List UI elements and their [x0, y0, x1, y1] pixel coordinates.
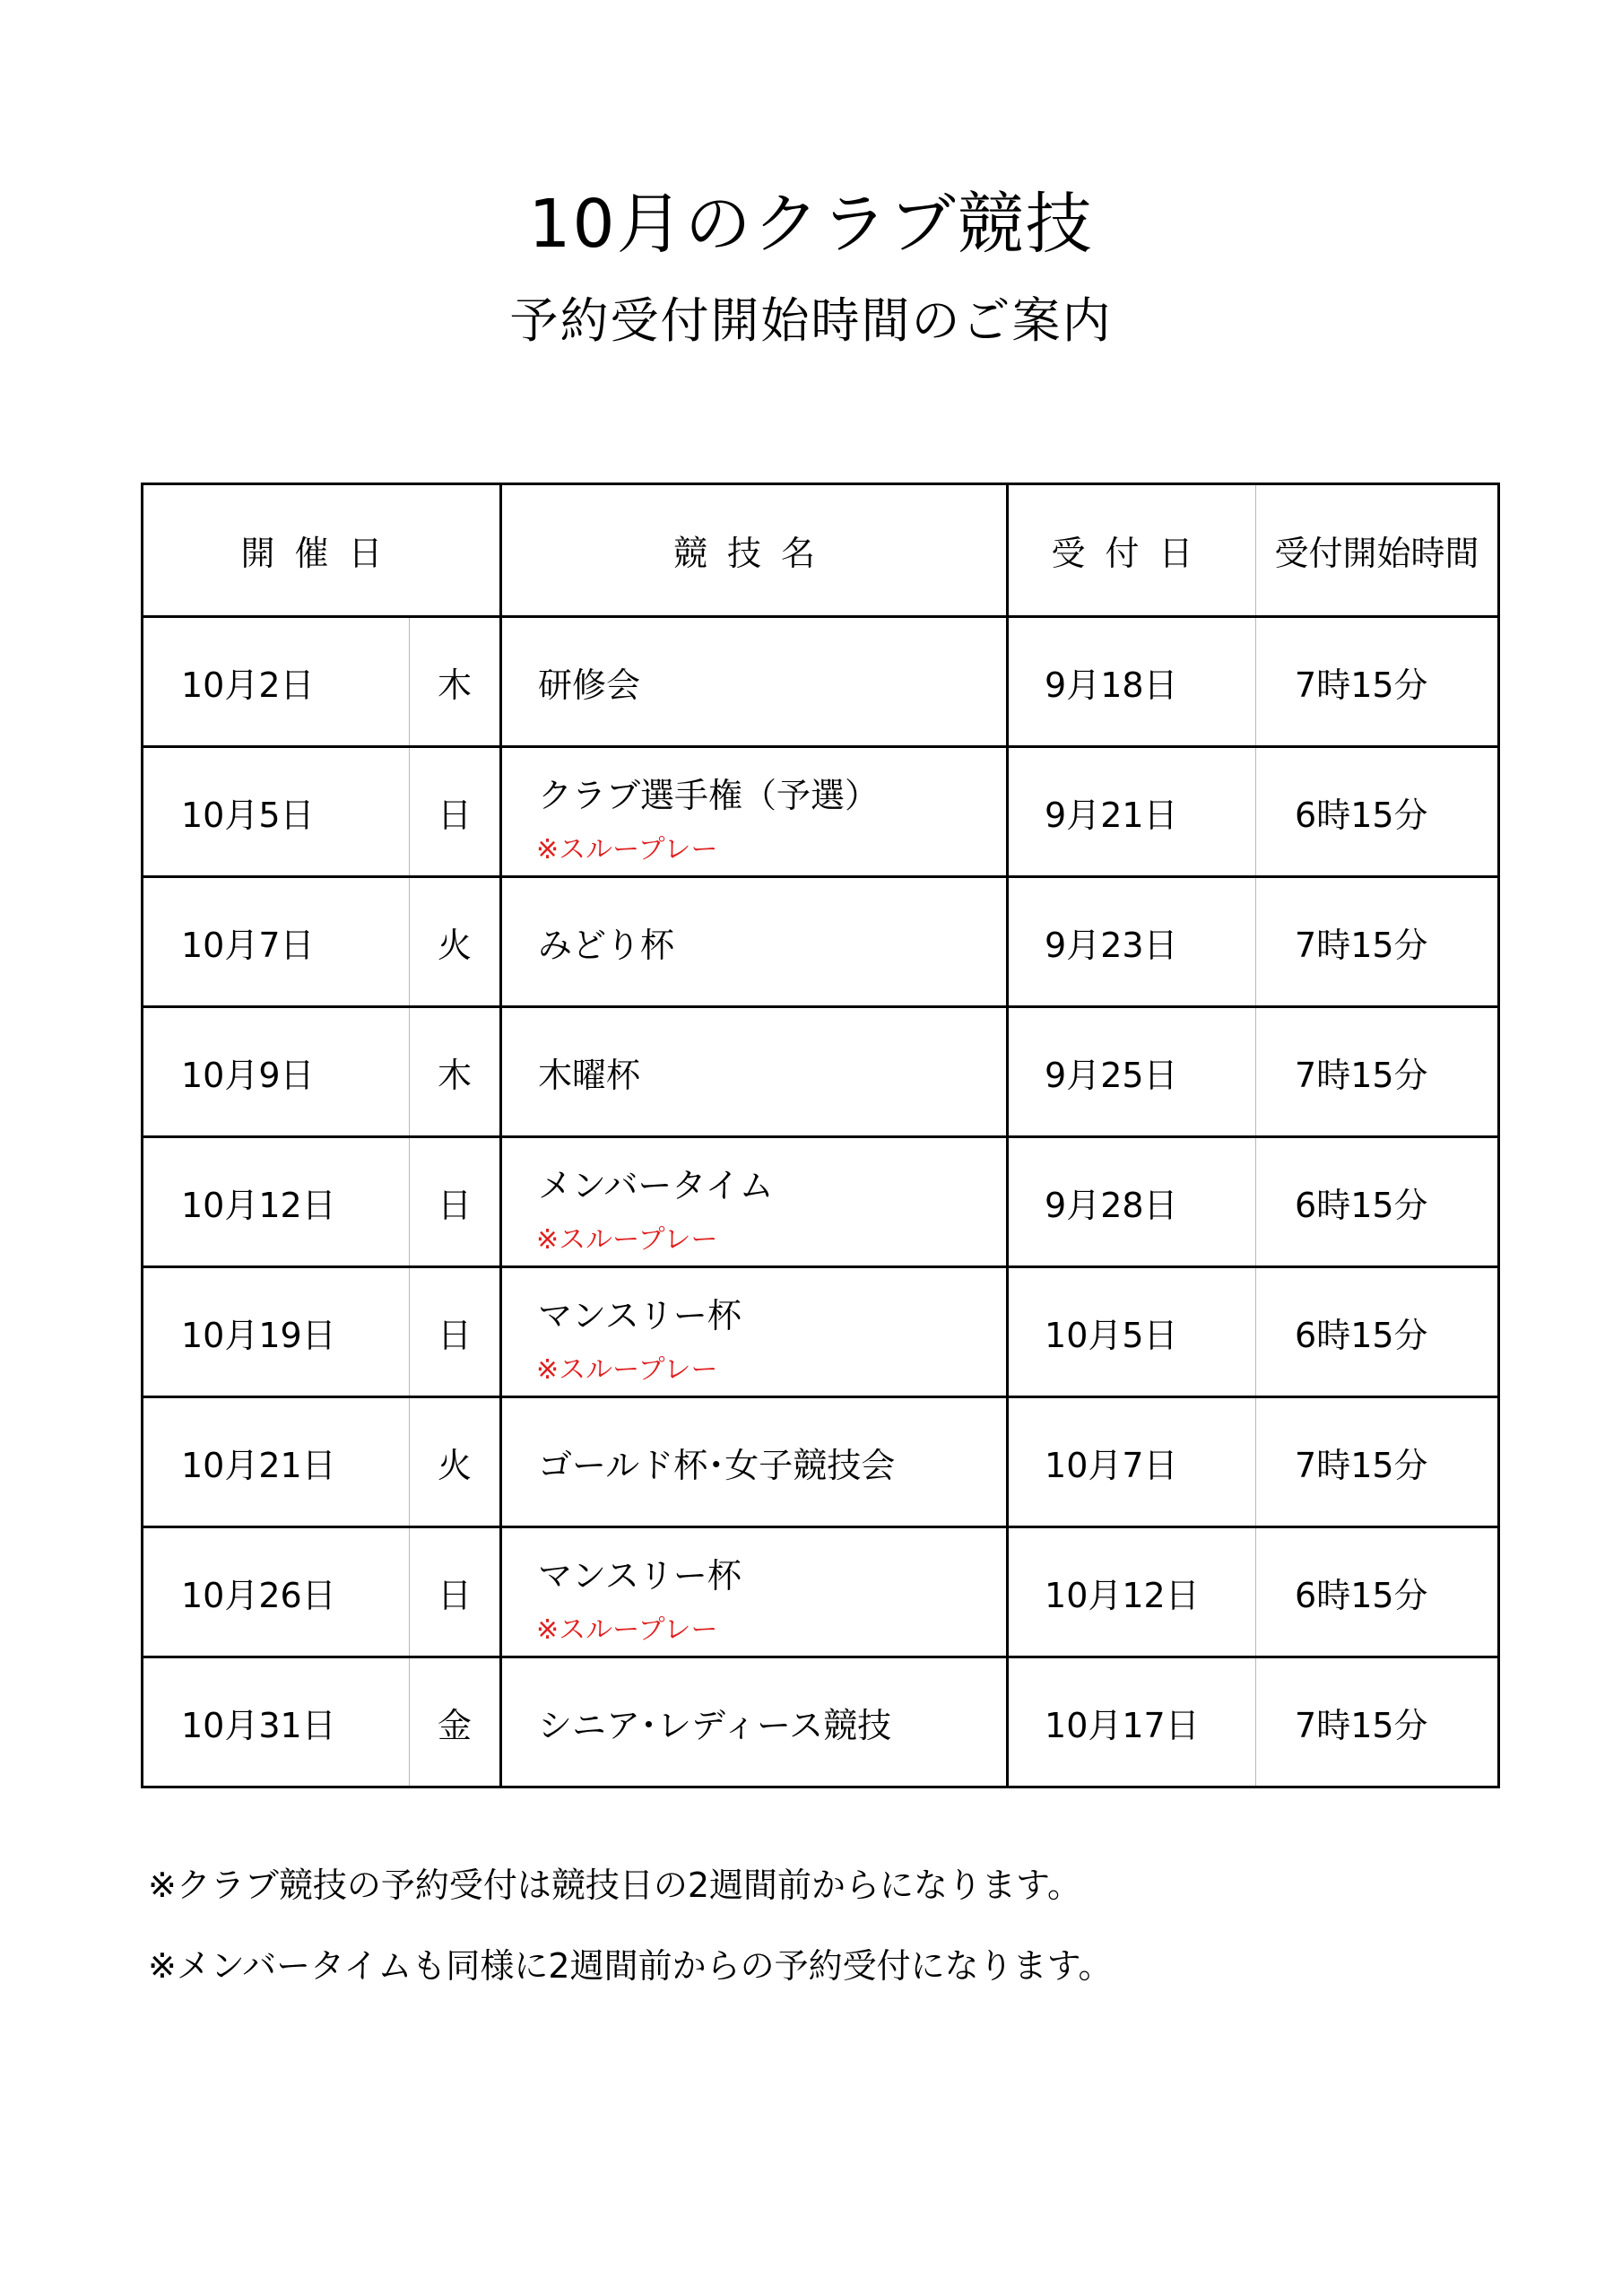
event-name: 木曜杯 — [538, 1055, 641, 1095]
schedule-table — [141, 483, 1500, 1788]
cell-start-time: 6時15分 — [1256, 1137, 1499, 1267]
event-note: ※スループレー — [536, 1224, 718, 1256]
cell-start-time: 6時15分 — [1256, 747, 1499, 877]
cell-date: 10月31日 — [143, 1657, 410, 1787]
event-name: マンスリー杯 — [538, 1555, 742, 1596]
cell-day-of-week: 日 — [410, 1137, 501, 1267]
cell-date: 10月26日 — [143, 1527, 410, 1657]
table-row — [143, 747, 1499, 877]
page-subtitle: 予約受付開始時間のご案内 — [509, 292, 1113, 349]
header-date: 開催日 — [143, 484, 501, 617]
note-line-1: ※クラブ競技の予約受付は競技日の2週間前からになります。 — [148, 1866, 1081, 1905]
cell-date: 10月5日 — [143, 747, 410, 877]
table-row — [143, 1267, 1499, 1397]
cell-event — [501, 877, 1008, 1007]
cell-date: 10月2日 — [143, 617, 410, 747]
header-reception-date: 受付日 — [1008, 484, 1256, 617]
cell-reception-date: 9月28日 — [1008, 1137, 1256, 1267]
cell-start-time: 7時15分 — [1256, 1007, 1499, 1137]
cell-day-of-week: 金 — [410, 1657, 501, 1787]
cell-start-time: 7時15分 — [1295, 1705, 1428, 1745]
event-name: みどり杯 — [538, 925, 675, 965]
event-name: メンバータイム — [538, 1165, 774, 1205]
cell-day-of-week: 日 — [410, 1527, 501, 1657]
event-name: クラブ選手権（予選） — [538, 775, 880, 815]
cell-date: 10月21日 — [143, 1397, 410, 1527]
cell-date: 10月7日 — [143, 877, 410, 1007]
cell-start-time: 6時15分 — [1256, 1267, 1499, 1397]
cell-reception-date: 10月12日 — [1008, 1527, 1256, 1657]
cell-reception-date: 9月23日 — [1008, 877, 1256, 1007]
cell-event — [501, 1267, 1008, 1397]
event-name: ゴールド杯･女子競技会 — [538, 1445, 896, 1485]
cell-event — [501, 1657, 1008, 1787]
cell-event — [501, 1527, 1008, 1657]
table-row — [143, 1527, 1499, 1657]
cell-event — [501, 1397, 1008, 1527]
table-row — [143, 1397, 1499, 1527]
cell-date: 10月12日 — [143, 1137, 410, 1267]
cell-day-of-week: 日 — [410, 1267, 501, 1397]
cell-day-of-week: 火 — [410, 877, 501, 1007]
cell-event — [501, 1137, 1008, 1267]
table-row — [143, 617, 1499, 747]
cell-day-of-week: 木 — [410, 1007, 501, 1137]
cell-start-time: 6時15分 — [1256, 1527, 1499, 1657]
notes — [148, 1862, 1113, 2023]
table-header-row — [143, 484, 1499, 617]
table-row — [143, 877, 1499, 1007]
event-name: マンスリー杯 — [538, 1295, 742, 1335]
header-event: 競技名 — [501, 484, 1008, 617]
cell-event — [501, 617, 1008, 747]
cell-event — [501, 1007, 1008, 1137]
cell-reception-date: 10月5日 — [1008, 1267, 1256, 1397]
cell-reception-date: 10月17日 — [1008, 1657, 1256, 1787]
page-title: 10月のクラブ競技 — [528, 186, 1094, 263]
table-row — [143, 1007, 1499, 1137]
cell-day-of-week: 火 — [410, 1397, 501, 1527]
schedule-body — [143, 617, 1499, 1787]
event-name: 研修会 — [538, 665, 641, 705]
event-note: ※スループレー — [536, 1614, 718, 1646]
event-name: シニア･レディース競技 — [538, 1705, 892, 1745]
table-row — [143, 1137, 1499, 1267]
table-row — [143, 1657, 1499, 1787]
event-note: ※スループレー — [536, 1354, 718, 1386]
event-note: ※スループレー — [536, 834, 718, 865]
cell-reception-date: 9月21日 — [1008, 747, 1256, 877]
cell-day-of-week: 木 — [410, 617, 501, 747]
note-line-2: ※メンバータイムも同様に2週間前からの予約受付になります。 — [148, 1946, 1113, 1986]
cell-start-time: 7時15分 — [1256, 877, 1499, 1007]
cell-start-time: 7時15分 — [1256, 617, 1499, 747]
cell-start-time: 7時15分 — [1256, 1397, 1499, 1527]
cell-event — [501, 747, 1008, 877]
header-start-time: 受付開始時間 — [1256, 484, 1499, 617]
cell-reception-date: 9月18日 — [1008, 617, 1256, 747]
cell-date: 10月19日 — [143, 1267, 410, 1397]
cell-reception-date: 10月7日 — [1008, 1397, 1256, 1527]
cell-date: 10月9日 — [143, 1007, 410, 1137]
cell-reception-date: 9月25日 — [1008, 1007, 1256, 1137]
cell-day-of-week: 日 — [410, 747, 501, 877]
